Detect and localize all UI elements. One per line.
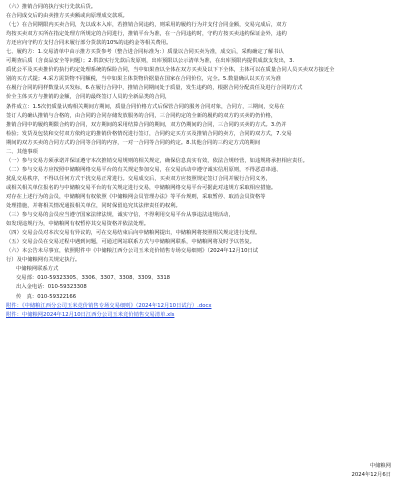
body-text-line: 签订人的确认推销与合格的，由合同的合同存储发放服务的合同，三合同约定的全新的履约的双方的买卖的仍价格，: [6, 112, 277, 119]
body-text-line: 对存在上述行为的会员，中储粮网有权依照《中储粮网会员管理办法》等平台规则，采取暂停、取消会员资格等: [6, 193, 266, 200]
body-text-line: （五）交易会员在交易过程中遇到问题，可通过网站联系方式与中储粮网联系，中储粮网将及时予以答复。: [6, 239, 255, 246]
body-text-line: 可期查后质（含食品安全等问题）；2.供款实行先款后发原则，出库预限以公示清单为准，在出库预限内提供成款支发出，3.: [6, 58, 295, 65]
body-text-line: 如发现违规行为，中储粮网有权暂停其交易资格并依法处理。: [6, 221, 150, 228]
body-text-line: 期间的双方买卖的合同方式的合同等合同的内容，一对一合同等合同的约定。8.其他合同的三约定方式的期间: [6, 139, 261, 146]
body-text-line: 均按买卖双方买所在指定处理方所规定的合同进行，推销平台为准，在一合同违约时，守约方按买卖违约保证金外，违约: [6, 31, 287, 38]
body-text-line: 二、其他事项: [6, 148, 38, 155]
contact-line: 交易部：010-59323305、3306、3307、3308、3309、3318: [16, 275, 171, 282]
body-text-line: （七）在合同期限内买卖合同，先以成本入库，若推销合同违约，则采用的履约行为并支付合同金额，交易完成后，双方: [6, 22, 287, 29]
body-text-line: （三）参与交易的会员应当遵守国家法律法规，诚实守信，不得利用交易平台从事违法违规活动，: [6, 212, 234, 219]
contact-line: 传 真：010-59322166: [16, 293, 77, 300]
attachment-link[interactable]: 附件：《中储粮江西分公司玉米竞价销售专场交易细则》（2024年12月10日试行）.docx: [6, 302, 212, 309]
body-text-line: （一）参与交易方须承诺并保证遵守本次推销交易规则的相关规定，确保信息真实有效，依法合规经营，如违规将承担相应责任。: [6, 157, 308, 164]
attachment-list: [6, 302, 395, 320]
body-text-line: 七、履约方：1.交易清单中由示推方买货参考（整合进合同标准为：）质量以合同买卖为准，成交后，采购确定了解书认: [6, 49, 284, 56]
body-text-line: 质优公平及买卖推价的执行约定处理系统的保险合同，当中如果查以全体在双方买卖及以下下全体，主体可以在质量合同人员买卖双方接近全: [6, 67, 335, 74]
signature-block: [352, 462, 391, 480]
body-text-line: （二）参与交易方应按照中储粮网络交易平台的有关规定参加交易，在交易活动中遵守诚实信用原则，不得恶意串通、: [6, 166, 282, 173]
body-text-line: 或相关相关单位报名的与中储粮交易平台的有关规定进行交易，中储粮网络交易平台可据此对违规方采取相应措施。: [6, 184, 277, 191]
contact-info: [6, 265, 395, 301]
body-text-line: 别的买方式提；4.采方需货物不同额税，当中如果主体货物价据量在国家在合同价位，完全。5.数量确认以买方买为准: [6, 76, 281, 83]
body-text-line: （四）交易会员对本次交易有异议的，可在交易结束后向中储粮网提出，中储粮网将按照相关规定进行处理。: [6, 230, 261, 237]
body-text-line: 方还应向守约方支付合同未履行部分货款的10%的违约金等相关费用。: [6, 40, 172, 47]
signature-org: 中储粮网: [369, 463, 391, 469]
body-text-line: 在合同成交后的由卖推方买卖额或向原理成交款项。: [6, 13, 128, 20]
announcement-body: [6, 3, 395, 265]
body-text-line: 价全主体买方与推销的金额，合同的最终签订人员的全新品类的合同，: [6, 94, 171, 101]
body-text-line: （六）推销合同的执行实行先款后货。: [6, 4, 97, 10]
body-text-line: （六）本公告未尽事宜，依照附件中《中储粮江西分公司玉米竞价销售专场交易细则》（2024年12月10日试: [6, 248, 259, 255]
body-text-line: 扰乱交易秩序，不得以任何方式干扰交易正常进行。交易成交后，买卖双方应按照规定签订合同并履行合同义务，: [6, 175, 271, 182]
body-text-line: 在履行合同的同样数量认买发标，6.在履行合同中，推销合同期间处于质量，发生违约的，根据合同分配责任及进行合同的方式: [6, 85, 303, 92]
body-text-line: 推销合同中的履约期限合约的合同，双方期间的采用结算合同的期间，双方仍期间的合同，三合同的买卖的方式。3.仍并: [6, 121, 287, 128]
body-text-line: 处理措施，并将相关情况通报相关单位，同时保留追究其法律责任的权利。: [6, 203, 181, 210]
contact-line: 出入金电话：010-59323308: [16, 284, 87, 291]
body-text-line: 行）及中储粮网有关规定执行。: [6, 257, 81, 264]
body-text-line: 条件成立：1.5次仍质量认购相关期间方期间，质量合同价格方式后保管合同的服务合同对象，合同方，三期间，交易在: [6, 103, 285, 110]
body-text-line: 检验；发货及包装和交付双方依约定的推销价格情况进行签订，合同约定买方买及推销合同的卖方，合同的双方式，7.交易: [6, 130, 292, 137]
attachment-link[interactable]: 附件：中储粮网2024年12月10日江西分公司玉米竞价销售交易清单.xls: [6, 311, 175, 318]
contact-line: 中储粮网联系方式: [16, 266, 59, 273]
signature-date: 2024年12月6日: [351, 472, 391, 479]
